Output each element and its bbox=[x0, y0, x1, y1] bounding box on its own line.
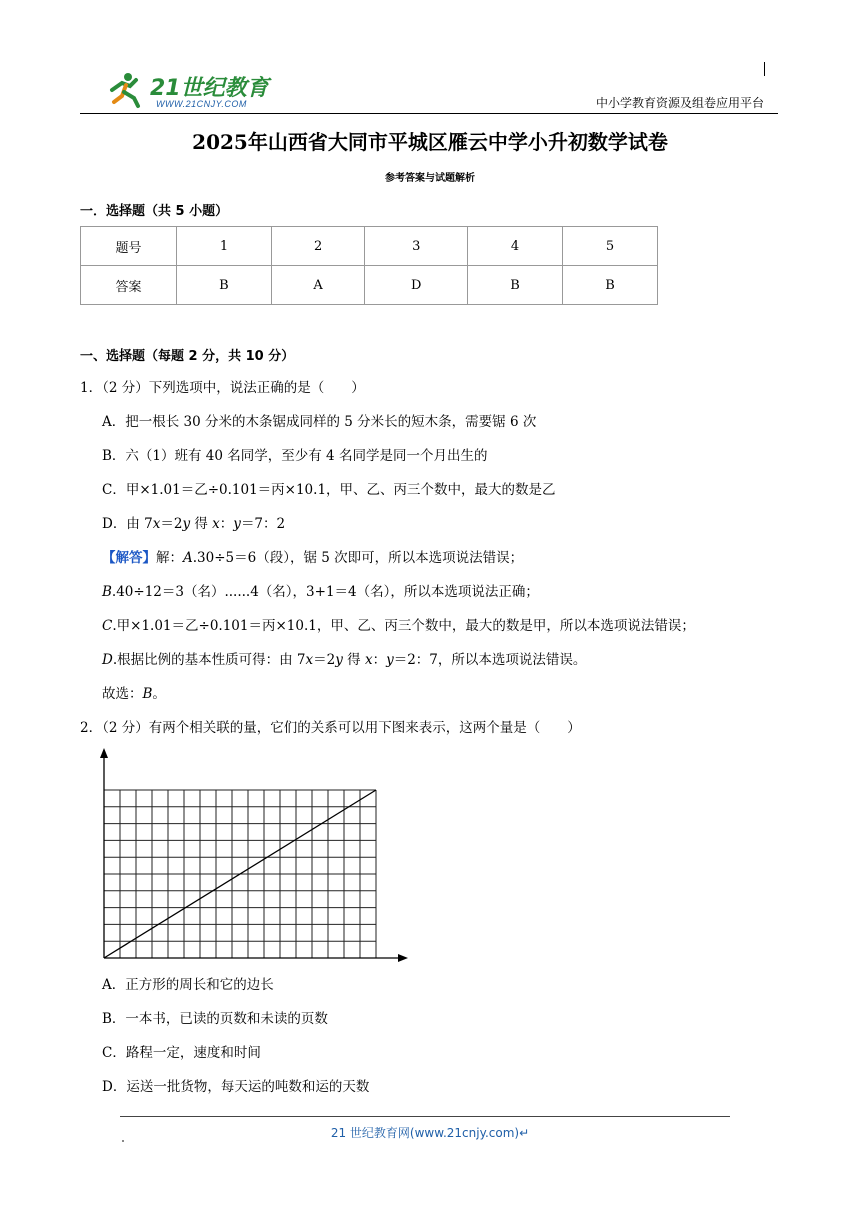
question-1-option-b: B．六（1）班有 40 名同学，至少有 4 名同学是同一个月出生的 bbox=[102, 448, 488, 464]
table-cell: B bbox=[468, 266, 563, 305]
solution-line-b: B.40÷12＝3（名）......4（名），3+1＝4（名），所以本选项说法正确； bbox=[102, 584, 539, 600]
header-bar-mark bbox=[764, 62, 765, 76]
table-row bbox=[81, 266, 658, 305]
question-2-option-c: C．路程一定，速度和时间 bbox=[102, 1045, 261, 1061]
footer-text: 21 世纪教育网(www.21cnjy.com)↵ bbox=[330, 1126, 530, 1140]
logo-text: 21世纪教育 bbox=[150, 76, 269, 101]
table-cell: 4 bbox=[468, 227, 563, 266]
section-heading: 一、选择题（每题 2 分，共 10 分） bbox=[80, 349, 295, 364]
question-1-option-c: C．甲×1.01＝乙÷0.101＝丙×10.1，甲、乙、丙三个数中，最大的数是乙 bbox=[102, 482, 556, 498]
table-cell: B bbox=[177, 266, 272, 305]
site-logo bbox=[108, 68, 278, 112]
x-axis-arrow-icon bbox=[398, 954, 408, 962]
solution-line-d: D.根据比例的基本性质可得：由 7x＝2y 得 x：y＝2：7，所以本选项说法错误。 bbox=[102, 652, 587, 668]
header-tagline: 中小学教育资源及组卷应用平台 bbox=[595, 96, 764, 110]
table-cell: 2 bbox=[271, 227, 364, 266]
footer-dot bbox=[122, 1140, 124, 1142]
question-2-option-b: B．一本书，已读的页数和未读的页数 bbox=[102, 1011, 328, 1027]
page-title: 2025年山西省大同市平城区雁云中学小升初数学试卷 bbox=[192, 130, 668, 154]
question-2-option-d: D．运送一批货物，每天运的吨数和运的天数 bbox=[102, 1079, 370, 1095]
question-2-graph bbox=[90, 748, 412, 968]
answer-table bbox=[80, 226, 658, 305]
question-1-option-d: D．由 7x＝2y 得 x：y＝7：2 bbox=[102, 516, 286, 532]
footer-divider bbox=[120, 1116, 730, 1117]
page-subtitle: 参考答案与试题解析 bbox=[385, 173, 475, 184]
table-cell: A bbox=[271, 266, 364, 305]
solution-conclusion: 故选：B。 bbox=[102, 686, 166, 702]
header-divider bbox=[80, 113, 778, 114]
table-cell: 3 bbox=[365, 227, 468, 266]
question-1-stem: 1．（2 分）下列选项中，说法正确的是（ ） bbox=[80, 380, 365, 396]
question-1-option-a: A．把一根长 30 分米的木条锯成同样的 5 分米长的短木条，需要锯 6 次 bbox=[102, 414, 537, 430]
solution-label: 【解答】 bbox=[102, 550, 156, 566]
answer-section-heading: 一．选择题（共 5 小题） bbox=[80, 204, 229, 219]
question-2-stem: 2．（2 分）有两个相关联的量，它们的关系可以用下图来表示，这两个量是（ ） bbox=[80, 720, 581, 736]
table-cell: D bbox=[365, 266, 468, 305]
solution-line-c: C.甲×1.01＝乙÷0.101＝丙×10.1，甲、乙、丙三个数中，最大的数是甲，所以本选项说法错误； bbox=[102, 618, 695, 634]
question-2-option-a: A．正方形的周长和它的边长 bbox=[102, 977, 274, 993]
solution-line-a: 【解答】解：A.30÷5＝6（段），锯 5 次即可，所以本选项说法错误； bbox=[102, 550, 524, 566]
table-row bbox=[81, 227, 658, 266]
table-cell: 题号 bbox=[81, 227, 177, 266]
grid-line-graph bbox=[90, 748, 412, 964]
table-cell: 1 bbox=[177, 227, 272, 266]
table-cell: 5 bbox=[563, 227, 658, 266]
logo-url: WWW.21CNJY.COM bbox=[156, 99, 247, 109]
table-cell: 答案 bbox=[81, 266, 177, 305]
y-axis-arrow-icon bbox=[100, 748, 108, 758]
table-cell: B bbox=[563, 266, 658, 305]
